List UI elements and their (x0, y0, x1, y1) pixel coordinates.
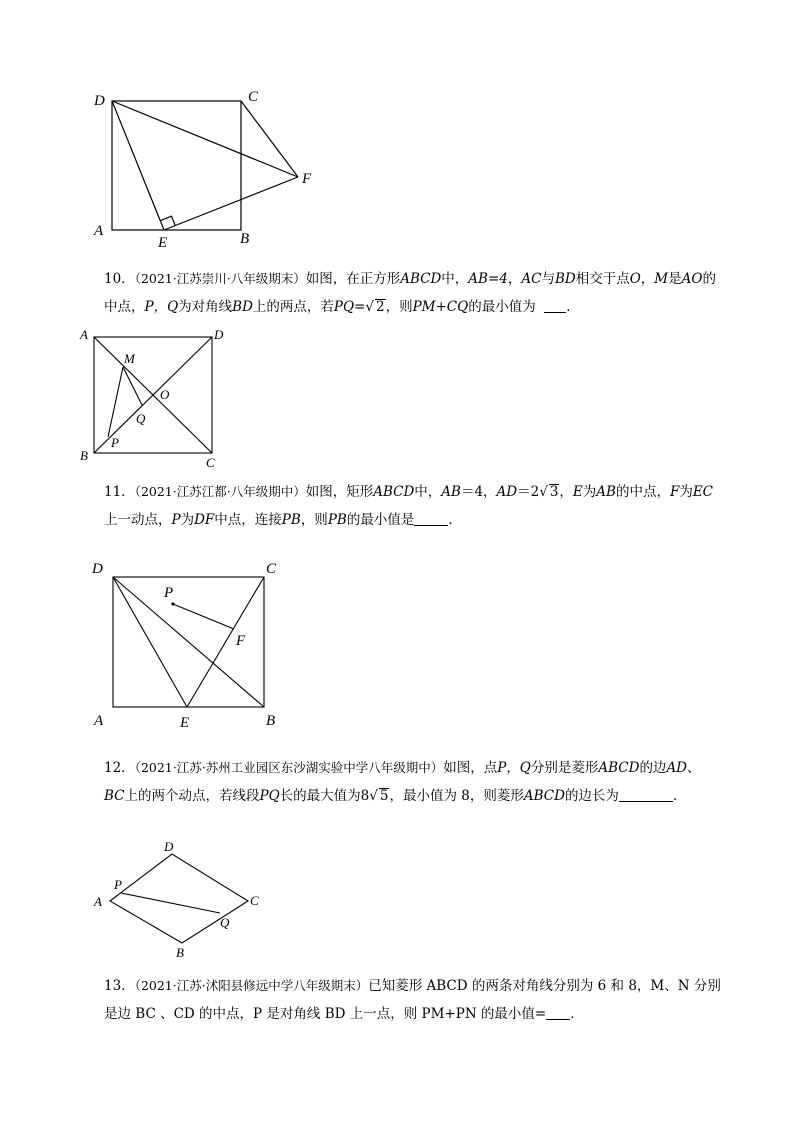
label-q: Q (136, 411, 146, 426)
figure-q11 (88, 555, 288, 735)
label-f: F (236, 633, 246, 649)
answer-blank-q11[interactable] (414, 510, 448, 526)
label-p: P (111, 435, 119, 450)
label-e: E (180, 715, 190, 731)
q10-line-1: 10．（2021·江苏崇川·八年级期末）如图，在正方形ABCD中，AB=4，AC与BD相交于点O，M是AO的 (104, 271, 716, 287)
label-o: O (160, 387, 170, 402)
label-a: A (94, 713, 104, 729)
segment-ef (164, 177, 298, 230)
q13-line-2: 是边 BC 、CD 的中点，P 是对角线 BD 上一点，则 PM+PN 的最小值= ． (104, 1006, 584, 1022)
label-q: Q (220, 915, 230, 930)
label-p: P (164, 585, 174, 601)
q12-line-1: 12．（2021·江苏·苏州工业园区东沙湖实验中学八年级期中）如图，点P，Q分别是菱形ABCD的边AD、 (104, 760, 701, 776)
answer-blank-q12[interactable] (619, 786, 673, 802)
q12-line-2: BC上的两个动点，若线段PQ长的最大值为8√ 5，最小值为 8，则菱形ABCD的边长为 ． (104, 788, 687, 804)
label-m: M (124, 351, 135, 366)
label-f: F (302, 171, 312, 187)
label-p: P (114, 877, 122, 892)
label-e: E (158, 235, 168, 251)
label-d: D (92, 561, 103, 577)
segment-de (112, 101, 164, 230)
segment-pf (173, 604, 234, 629)
label-a: A (80, 327, 88, 342)
label-c: C (266, 561, 277, 577)
segment-ec (187, 577, 264, 707)
question-11 (104, 478, 724, 534)
right-angle-mark (160, 216, 175, 225)
segment-mq (123, 367, 142, 405)
label-b: B (240, 231, 250, 247)
label-c: C (206, 455, 215, 470)
question-10 (104, 265, 724, 321)
label-b: B (176, 945, 184, 960)
q11-line-1: 11．（2021·江苏江都·八年级期中）如图，矩形ABCD中，AB＝4，AD＝2√ 3，E为AB的中点，F为EC (104, 484, 714, 500)
segment-pq (121, 893, 220, 913)
question-13 (104, 972, 724, 1028)
q11-line-2: 上一动点，P为DF中点，连接PB，则PB的最小值是 ． (104, 512, 462, 528)
label-b: B (80, 448, 88, 463)
label-d: D (94, 93, 105, 109)
label-c: C (250, 893, 259, 908)
figure-q9 (90, 85, 330, 255)
answer-blank-q10[interactable] (544, 297, 566, 313)
square-abcd (112, 101, 241, 230)
figure-q10 (78, 325, 238, 475)
answer-blank-q13[interactable] (546, 1004, 570, 1020)
label-c: C (248, 89, 259, 105)
label-d: D (214, 327, 224, 342)
q13-line-1: 13．（2021·江苏·沭阳县修远中学八年级期末）已知菱形 ABCD 的两条对角线分别为 6 和 8，M、N 分别 (104, 978, 721, 994)
question-12 (104, 754, 724, 810)
label-d: D (164, 839, 174, 854)
q10-line-2: 中点，P，Q为对角线BD上的两点，若PQ=√ 2，则PM+CQ的最小值为 ． (104, 299, 580, 315)
label-a: A (94, 894, 102, 909)
label-a: A (94, 223, 104, 239)
label-b: B (266, 713, 276, 729)
segment-de (113, 577, 187, 707)
figure-q12 (90, 835, 280, 965)
